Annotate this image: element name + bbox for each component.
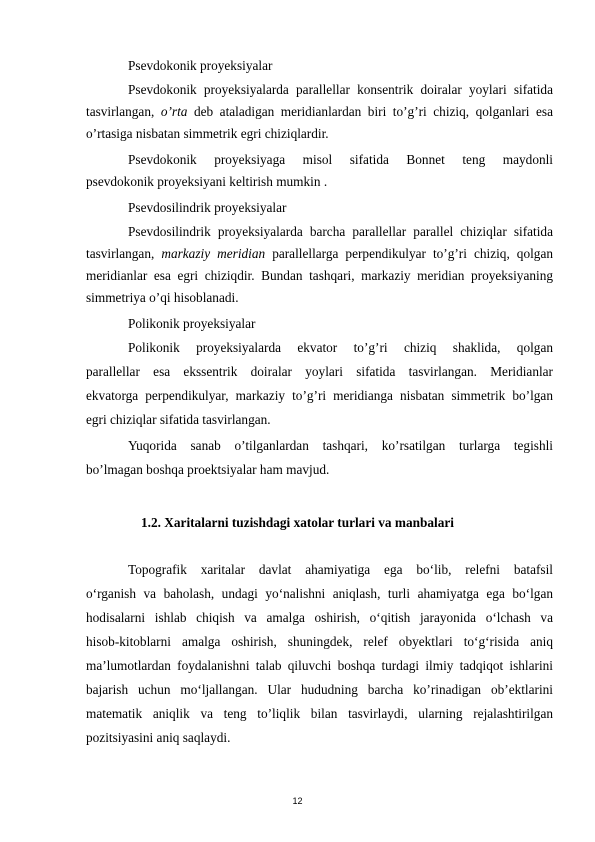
text-span: tasvirlangan,: [86, 246, 155, 261]
paragraph-line: o’rtasiga nisbatan simmetrik egri chiziqlardir.: [86, 126, 329, 141]
paragraph-line: pozitsiyasini aniq saqlaydi.: [86, 730, 231, 745]
text-span: parallellarga perpendikulyar to’g’ri chiziq, qolgan: [272, 246, 553, 261]
paragraph-line: matematik aniqlik va teng to’liqlik bilan tasvirlaydi, ularning rejalashtirilgan: [86, 706, 553, 721]
paragraph-line: bajarish uchun mo‘ljallangan. Ular hududning barcha ko’rinadigan ob’ektlarini: [86, 682, 553, 697]
paragraph-line: hisob-kitoblarni amalga oshirish, shuningdek, relef obyektlari to‘g‘risida aniq: [86, 634, 553, 649]
paragraph-line: Polikonik proyeksiyalarda ekvator to’g’ri chiziq shaklida, qolgan: [128, 340, 553, 355]
paragraph-line: Psevdosilindrik proyeksiyalarda barcha parallellar parallel chiziqlar sifatida: [128, 224, 553, 239]
paragraph-line: ma’lumotlardan foydalanishni talab qiluvchi boshqa turdagi ilmiy tadqiqot ishlarini: [86, 658, 553, 673]
page-number: 12: [292, 796, 303, 806]
paragraph-line: o‘rganish va baholash, undagi yo‘nalishni aniqlash, turli ahamiyatga ega bo‘lgan: [86, 586, 553, 601]
italic-term: o’rta: [160, 104, 188, 119]
text-span: deb ataladigan meridianlardan biri to’g’ri chiziq, qolganlari esa: [193, 104, 553, 119]
section-title-pseudoconic: Psevdokonik proyeksiyalar: [128, 58, 273, 73]
paragraph-line: hodisalarni ishlab chiqish va amalga oshirish, o‘qitish jarayonida o‘lchash va: [86, 610, 553, 625]
section-heading: 1.2. Xaritalarni tuzishdagi xatolar turlari va manbalari: [141, 515, 454, 530]
paragraph-line: egri chiziqlar sifatida tasvirlangan.: [86, 412, 271, 427]
section-title-pseudocylindrical: Psevdosilindrik proyeksiyalar: [128, 200, 287, 215]
paragraph-line: [86, 244, 553, 264]
paragraph-line: bo’lmagan boshqa proektsiyalar ham mavjud.: [86, 462, 330, 477]
paragraph-line: Yuqorida sanab o’tilganlardan tashqari, ko’rsatilgan turlarga tegishli: [128, 438, 553, 453]
paragraph-line: ekvatorga perpendikulyar, markaziy to’g’ri meridianga nisbatan simmetrik bo’lgan: [86, 388, 553, 403]
paragraph-line: Topografik xaritalar davlat ahamiyatiga ega bo‘lib, relefni batafsil: [128, 562, 553, 577]
paragraph-line: [86, 102, 553, 122]
italic-term: markaziy meridian: [161, 246, 266, 261]
paragraph-line: psevdokonik proyeksiyani keltirish mumkin .: [86, 174, 328, 189]
paragraph-line: Psevdokonik proyeksiyaga misol sifatida Bonnet teng maydonli: [128, 152, 553, 167]
paragraph-line: simmetriya o’qi hisoblanadi.: [86, 290, 239, 305]
text-span: tasvirlangan,: [86, 104, 155, 119]
paragraph-line: meridianlar esa egri chiziqdir. Bundan tashqari, markaziy meridian proyeksiyaning: [86, 268, 553, 283]
paragraph-line: Psevdokonik proyeksiyalarda parallellar konsentrik doiralar yoylari sifatida: [128, 82, 553, 97]
paragraph-line: parallellar esa ekssentrik doiralar yoylari sifatida tasvirlangan. Meridianlar: [86, 364, 553, 379]
section-title-polyconic: Polikonik proyeksiyalar: [128, 316, 256, 331]
